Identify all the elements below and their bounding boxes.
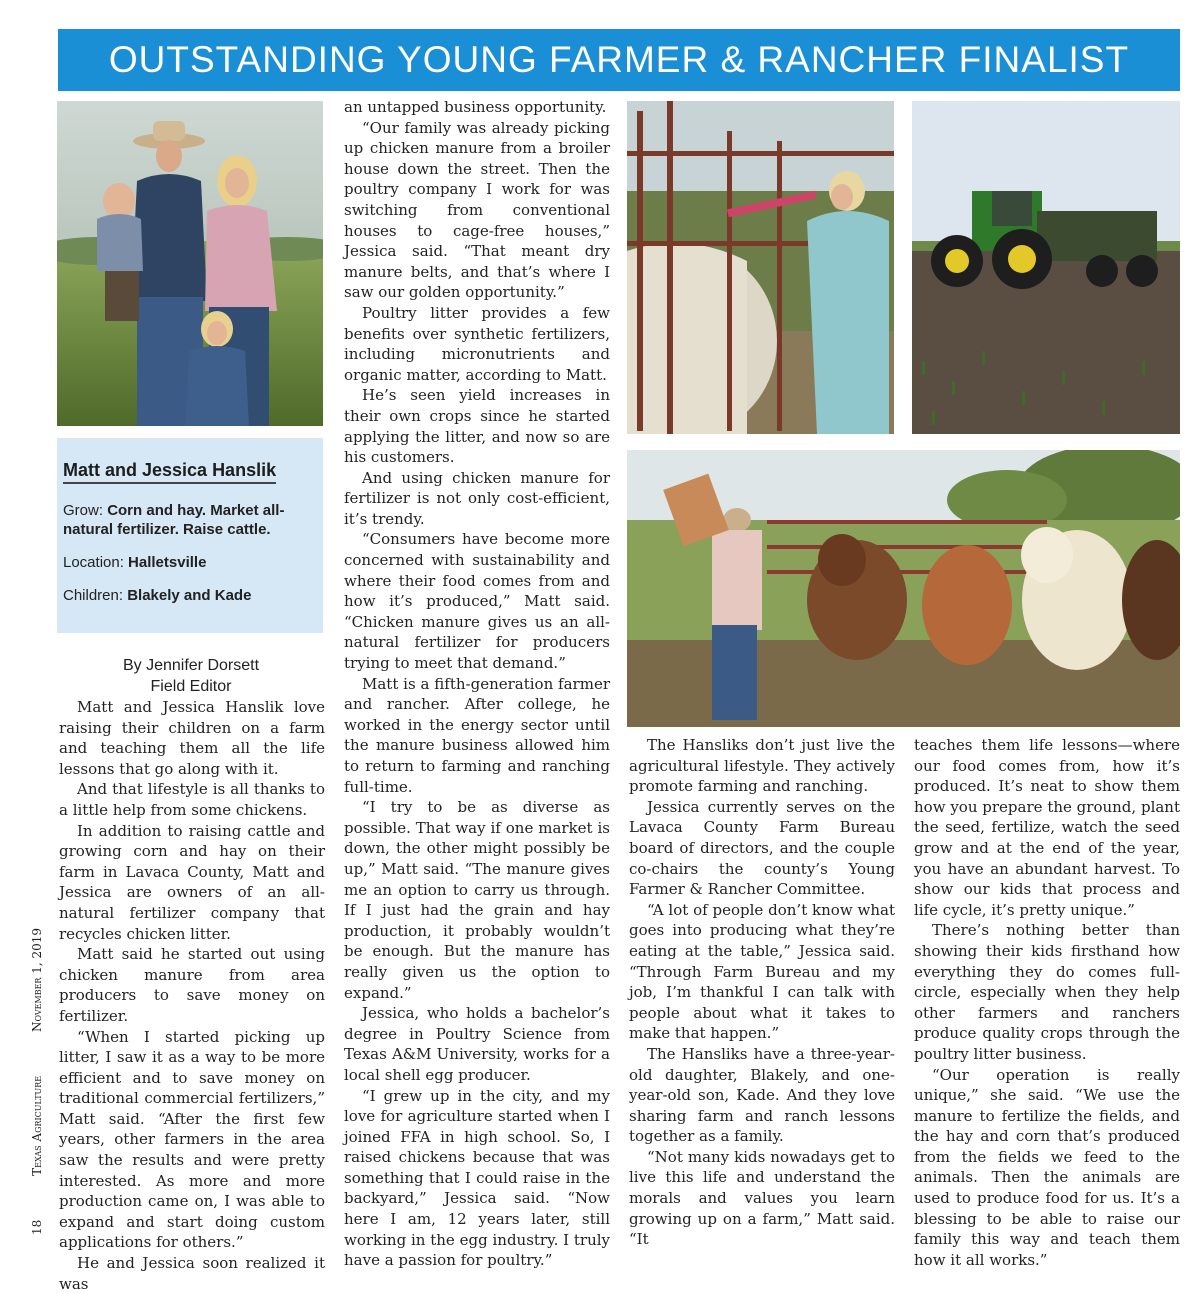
profile-name: Matt and Jessica Hanslik (63, 460, 276, 484)
article-column-3 (629, 735, 895, 1250)
byline-author: By Jennifer Dorsett (122, 657, 260, 674)
cattle-photo (627, 450, 1180, 727)
paragraph: And using chicken manure for fertilizer is not only cost-efficient, it’s trendy. (344, 468, 610, 528)
paragraph: There’s nothing better than showing their kids firsthand how everything they do comes full-circle, especially when they help other farmers and ranchers produce quality crops through the poultry litter business. (914, 921, 1180, 1063)
children-value: Blakely and Kade (127, 587, 252, 604)
section-banner: OUTSTANDING YOUNG FARMER & RANCHER FINALIST (58, 29, 1180, 91)
paragraph: teaches them life lessons—where our food comes from, how it’s produced. It’s neat to show them how you prepare the ground, plant the seed, fertilize, watch the seed grow and at the end of the year, you have an abundant harvest. To show our kids that process and life cycle, it’s pretty unique.” (914, 736, 1180, 919)
article-column-1 (59, 697, 325, 1294)
grow-label: Grow: (63, 502, 108, 519)
paragraph: He’s seen yield increases in their own crops since he started applying the litter, and now so are his customers. (344, 386, 610, 467)
paragraph: The Hansliks have a three-year-old daughter, Blakely, and one-year-old son, Kade. And they love sharing farm and ranch lessons together as a family. (629, 1044, 895, 1146)
publication-name: Texas Agriculture (30, 1075, 44, 1176)
paragraph: Matt is a fifth-generation farmer and rancher. After college, he worked in the energy sector until the manure business allowed him to return to farming and ranching full-time. (344, 674, 610, 796)
paragraph: “A lot of people don’t know what goes into producing what they’re eating at the table,” Jessica said. “Through Farm Bureau and my job, I’m thankful I can talk with people about what it takes to make that happen.” (629, 900, 895, 1043)
paragraph: Matt said he started out using chicken manure from area producers to save money on fertilizer. (59, 945, 325, 1025)
paragraph: He and Jessica soon realized it was (59, 1254, 325, 1293)
paragraph: Jessica currently serves on the Lavaca County Farm Bureau board of directors, and the couple co-chairs the county’s Young Farmer & Rancher Committee. (629, 797, 895, 899)
page-number: 18 (30, 1219, 44, 1235)
paragraph: Poultry litter provides a few benefits over synthetic fertilizers, including micronutrients and organic matter, according to Matt. (344, 303, 610, 384)
paragraph: In addition to raising cattle and growing corn and hay on their farm in Lavaca County, Matt and Jessica are owners of an all-natural fertilizer company that recycles chicken litter. (59, 821, 325, 943)
paragraph: The Hansliks don’t just live the agricultural lifestyle. They actively promote farming and ranching. (629, 736, 895, 796)
tractor-photo (912, 101, 1180, 434)
paragraph: an untapped business opportunity. (344, 98, 607, 116)
paragraph: “I try to be as diverse as possible. That way if one market is down, the other might possibly be up,” Matt said. “The manure gives me an option to carry us through. If I just had the grain and hay production, it probably wouldn’t be enough. But the manure has really given us the option to expand.” (344, 798, 610, 1002)
page-margin-info (30, 888, 44, 1235)
family-photo (57, 101, 323, 426)
grow-row (63, 501, 313, 539)
children-label: Children: (63, 587, 128, 604)
byline (58, 655, 324, 697)
paragraph: “I grew up in the city, and my love for agriculture started when I joined FFA in high school. So, I raised chickens because that was something that I could raise in the backyard,” Jessica said. “Now here I am, 12 years later, still working in the egg industry. I truly have a passion for poultry.” (344, 1086, 610, 1270)
paragraph: “Our operation is really unique,” she said. “We use the manure to fertilize the fields, and the hay and corn that’s produced from the fields we feed to the animals. Then the animals are used to produce food for us. It’s a blessing to be able to raise our family this way and teach them how it all works.” (914, 1065, 1180, 1269)
paragraph: And that lifestyle is all thanks to a little help from some chickens. (59, 780, 325, 819)
paragraph: Jessica, who holds a bachelor’s degree in Poultry Science from Texas A&M University, works for a local shell egg producer. (344, 1004, 610, 1084)
location-value: Halletsville (128, 554, 207, 571)
location-row (63, 553, 313, 572)
paragraph: “When I started picking up litter, I saw it as a way to be more efficient and to save money on traditional commercial fertilizers,” Matt said. “After the first few years, other farmers in the area saw the results and were pretty interested. As more and more production came on, I was able to expand and start doing custom applications for others.” (59, 1027, 325, 1252)
profile-sidebar (57, 438, 323, 633)
paragraph: “Our family was already picking up chicken manure from a broiler house down the street. Then the poultry company I work for was switching from conventional houses to cage-free houses,” Jessica said. “That meant dry manure belts, and that’s where I saw our golden opportunity.” (344, 118, 610, 302)
spraying-photo (627, 101, 894, 434)
children-row (63, 586, 313, 605)
paragraph: “Consumers have become more concerned with sustainability and where their food comes from and how it’s produced,” Matt said. “Chicken manure gives us an all-natural fertilizer for producers trying to meet that demand.” (344, 530, 610, 673)
byline-role: Field Editor (150, 678, 232, 695)
issue-date: November 1, 2019 (30, 927, 44, 1033)
grow-value: Corn and hay. Market all-natural fertilizer. Raise cattle. (63, 502, 285, 538)
article-column-4 (914, 735, 1180, 1270)
article-column-2 (344, 97, 610, 1271)
paragraph: “Not many kids nowadays get to live this life and understand the morals and values you learn growing up on a farm,” Matt said. “It (629, 1147, 895, 1249)
location-label: Location: (63, 554, 129, 571)
paragraph: Matt and Jessica Hanslik love raising their children on a farm and teaching them all the life lessons that go along with it. (59, 698, 325, 778)
